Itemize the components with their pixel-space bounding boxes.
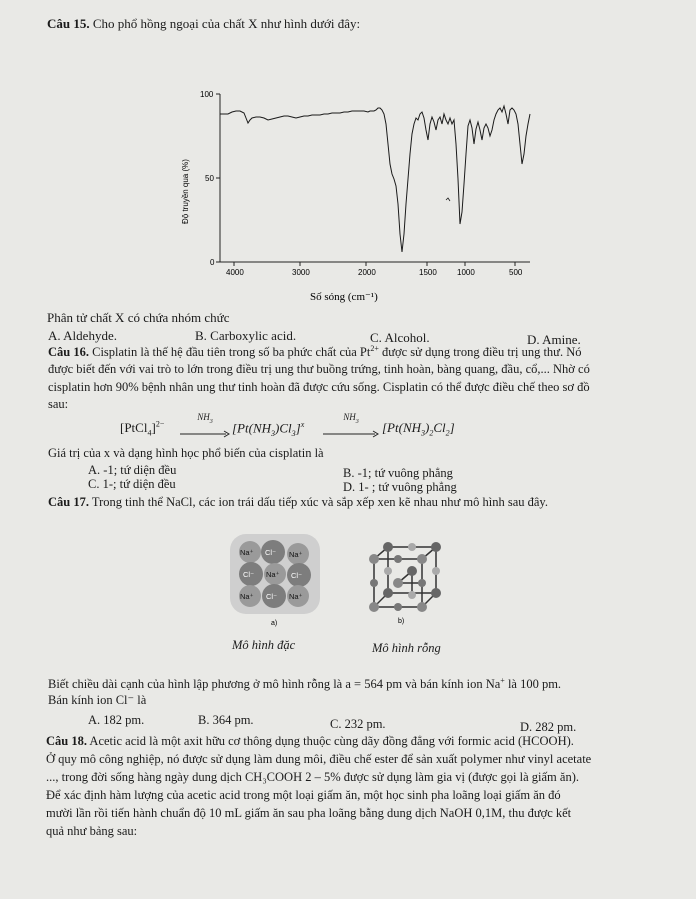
ion-label: Na⁺	[240, 592, 254, 601]
scheme-arrow-2	[323, 412, 379, 443]
q16-line4: sau:	[48, 397, 69, 411]
x-tick-label-4000: 4000	[226, 268, 244, 277]
q18-line1	[46, 734, 574, 749]
q16-line1	[48, 344, 582, 360]
y-tick-label-50: 50	[205, 174, 214, 183]
pt-charge: 2+	[370, 344, 379, 353]
q16-number: Câu 16.	[48, 345, 89, 360]
q15-number: Câu 15.	[47, 16, 90, 31]
q18-number: Câu 18.	[46, 734, 87, 748]
nacl-open-model	[360, 535, 460, 631]
q16-option-d[interactable]: D. 1- ; tứ vuông phẳng	[343, 480, 457, 494]
q17-number: Câu 17.	[48, 495, 89, 509]
q16-line1-a: Cisplatin là thế hệ đầu tiên trong số ba phức chất của Pt	[92, 345, 371, 360]
q15-stem	[47, 16, 360, 32]
q18-line6: quả như bảng sau:	[46, 824, 138, 838]
y-axis-label: Độ truyền qua (%)	[181, 159, 190, 224]
x-tick-label-3000: 3000	[292, 268, 310, 277]
q17-stem	[48, 495, 548, 510]
x-axis-label: Số sóng (cm⁻¹)	[310, 291, 378, 303]
ion-label: Na⁺	[289, 550, 303, 559]
q15-option-b[interactable]: B. Carboxylic acid.	[195, 328, 297, 343]
arrow-right-icon	[323, 430, 379, 438]
q17-text2: Bán kính ion Cl⁻ là	[48, 693, 147, 707]
ir-spectrum-trace	[220, 106, 530, 252]
q16-line2: được biết đến với vai trò to lớn trong điều trị ung thư buồng trứng, tinh hoàn, bàng quang, đầu, cổ,... Nhờ có	[48, 362, 590, 376]
x-tick-label-500: 500	[509, 268, 523, 277]
q17-stem-text: Trong tinh thể NaCl, các ion trái dấu tiếp xúc và sắp xếp xen kẽ nhau như mô hình sau đây.	[91, 495, 548, 509]
q18-line4: Để xác định hàm lượng của acetic acid trong một loại giấm ăn, một học sinh pha loãng loại giấm ăn đó	[46, 788, 561, 802]
q16-line1-b: được sử dụng trong điều trị ung thư. Nó	[382, 345, 582, 360]
q15-option-a[interactable]: A. Aldehyde.	[48, 328, 117, 343]
ion-label: Na⁺	[289, 592, 303, 601]
scheme-reagent-1: $NH_3$	[197, 412, 213, 425]
q18-line5: mười lần rồi tiến hành chuẩn độ 10 mL giấm ăn sau pha loãng bằng dung dịch NaOH 0,1M, thu được kết	[46, 806, 572, 820]
ion-label: Cl⁻	[243, 570, 255, 579]
q15-stem-text: Cho phổ hồng ngoại của chất X như hình dưới đây:	[92, 16, 361, 31]
ir-spectrum-chart	[170, 84, 550, 314]
x-tick-label-2000: 2000	[358, 268, 376, 277]
scheme-arrow-1	[180, 412, 230, 443]
q16-option-c[interactable]: C. 1-; tứ diện đều	[88, 477, 176, 491]
y-tick-label-0: 0	[210, 258, 215, 267]
q16-option-b[interactable]: B. -1; tứ vuông phẳng	[343, 466, 453, 480]
q18-line2: Ở quy mô công nghiệp, nó được sử dụng làm dung môi, điều chế ester để sản xuất polymer như vinyl acetate	[46, 752, 592, 766]
nacl-dense-model	[220, 530, 330, 630]
y-tick-label-100: 100	[200, 90, 214, 99]
q16-question: Giá trị của x và dạng hình học phổ biến của cisplatin là	[48, 446, 324, 460]
ion-label: Na⁺	[266, 570, 280, 579]
q15-option-c[interactable]: C. Alcohol.	[370, 330, 430, 345]
label-a: a)	[271, 620, 278, 627]
cisplatin-scheme	[120, 420, 164, 438]
x-tick-label-1000: 1000	[457, 268, 475, 277]
lattice-edges	[374, 547, 436, 607]
ir-spectrum-fine-dip	[446, 198, 450, 201]
x-tick-label-1500: 1500	[419, 268, 437, 277]
q17-text1: Biết chiều dài cạnh của hình lập phương ở mô hình rỗng là a = 564 pm và bán kính ion Na+ là 100 pm.	[48, 676, 562, 692]
caption-dense-model: Mô hình đặc	[232, 638, 296, 652]
q18-line1-text: Acetic acid là một axit hữu cơ thông dụng thuộc cùng dãy đồng đẳng với formic acid (HCOOH).	[89, 734, 574, 748]
q15-question: Phân tử chất X có chứa nhóm chức	[47, 310, 230, 325]
ion-label: Na⁺	[240, 548, 254, 557]
label-b: b)	[398, 618, 405, 625]
arrow-right-icon	[180, 430, 230, 438]
q15-option-d[interactable]: D. Amine.	[527, 332, 581, 347]
q17-option-a[interactable]: A. 182 pm.	[88, 713, 145, 727]
scheme-species-3: $[Pt(NH_3)_2Cl_2]$	[382, 420, 455, 438]
scheme-species-1: [PtCl$_4$]$^{2-}$	[120, 420, 165, 438]
ion-label: Cl⁻	[291, 571, 303, 580]
scheme-species-2: $[Pt(NH_3)Cl_3]^x$	[232, 420, 305, 438]
q16-line3: cisplatin hơn 90% bệnh nhân ung thư tinh hoàn đã được cứu sống. Cisplatin có thể được điều chế theo sơ đồ	[48, 380, 590, 394]
q18-line3: ..., trong đời sống hàng ngày dung dịch CH₃COOH 2 – 5% được sử dụng làm gia vị (được gọi là giấm ăn).	[46, 770, 579, 784]
ion-label: Cl⁻	[266, 592, 278, 601]
scheme-reagent-2: $NH_3$	[343, 412, 359, 425]
q16-option-a[interactable]: A. -1; tứ diện đều	[88, 463, 177, 477]
ion-label: Cl⁻	[265, 548, 277, 557]
q17-option-c[interactable]: C. 232 pm.	[330, 717, 386, 731]
q17-option-d[interactable]: D. 282 pm.	[520, 720, 577, 734]
caption-open-model: Mô hình rỗng	[372, 641, 441, 655]
q17-option-b[interactable]: B. 364 pm.	[198, 713, 254, 727]
